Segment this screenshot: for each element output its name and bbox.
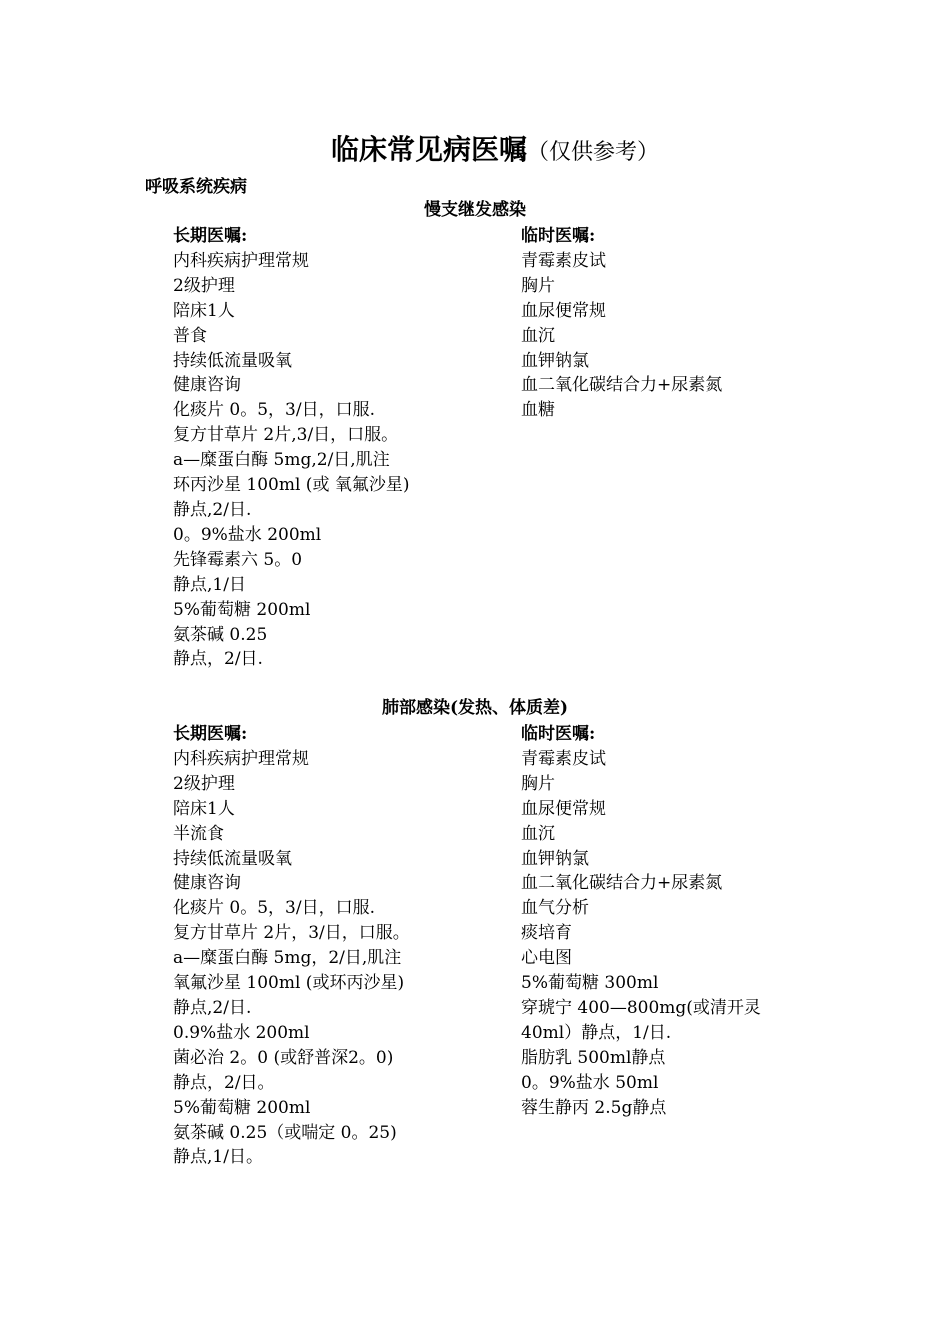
order-item: 复方甘草片 2片，3/日，口服。 [173, 923, 410, 944]
order-item: 5%葡萄糖 200ml [173, 599, 311, 620]
order-item: 5%葡萄糖 200ml [173, 1097, 311, 1118]
order-item: 5%葡萄糖 300ml [521, 973, 659, 994]
order-item: 内科疾病护理常规 [173, 748, 309, 769]
order-item: 静点，2/日. [173, 649, 263, 670]
order-item: 复方甘草片 2片,3/日，口服。 [173, 425, 399, 446]
order-item: 0。9%盐水 50ml [521, 1072, 659, 1093]
order-item: 半流食 [173, 823, 224, 844]
order-item: 血钾钠氯 [521, 848, 589, 869]
page-title-note: （仅供参考） [527, 140, 660, 165]
order-item: 血沉 [521, 823, 555, 844]
order-item: 静点,1/日 [173, 574, 246, 595]
temporary-heading: 临时医嘱: [521, 724, 596, 744]
order-item: 血尿便常规 [521, 300, 606, 321]
order-item: 痰培育 [521, 923, 572, 944]
order-item: 静点,2/日. [173, 499, 252, 520]
order-item: 血钾钠氯 [521, 350, 589, 371]
order-item: 化痰片 0。5，3/日，口服. [173, 400, 375, 421]
order-item: 持续低流量吸氧 [173, 350, 292, 371]
order-item: 氨茶碱 0.25（或喘定 0。25) [173, 1122, 397, 1143]
order-item: 陪床1人 [173, 300, 235, 321]
category-heading: 呼吸系统疾病 [145, 177, 247, 197]
order-item: 氨茶碱 0.25 [173, 624, 268, 645]
order-item: 血糖 [521, 400, 555, 421]
order-item: 青霉素皮试 [521, 250, 606, 271]
order-item: 健康咨询 [173, 873, 241, 894]
order-item: 2级护理 [173, 773, 235, 794]
temporary-orders [521, 224, 821, 423]
order-item: 内科疾病护理常规 [173, 250, 309, 271]
order-item: 菌必治 2。0 (或舒普深2。0) [173, 1047, 394, 1068]
order-item: 血气分析 [521, 898, 589, 919]
order-item: a—糜蛋白酶 5mg，2/日,肌注 [173, 948, 402, 969]
order-item: 陪床1人 [173, 798, 235, 819]
order-item: 胸片 [521, 773, 555, 794]
order-item: 环丙沙星 100ml (或 氧氟沙星) [173, 475, 410, 496]
long-term-heading: 长期医嘱: [173, 226, 248, 246]
long-term-orders [173, 224, 503, 672]
temporary-heading: 临时医嘱: [521, 226, 596, 246]
order-item: 血沉 [521, 325, 555, 346]
order-item: 血尿便常规 [521, 798, 606, 819]
order-item: 先锋霉素六 5。0 [173, 549, 303, 570]
order-item: 0.9%盐水 200ml [173, 1022, 310, 1043]
section-title: 肺部感染(发热、体质差) [381, 698, 569, 718]
order-item: 静点，2/日。 [173, 1072, 275, 1093]
order-item: 心电图 [521, 948, 572, 969]
order-item: 氧氟沙星 100ml (或环丙沙星) [173, 973, 405, 994]
temporary-orders [521, 722, 821, 1121]
section-title: 慢支继发感染 [424, 200, 526, 220]
order-item: 持续低流量吸氧 [173, 848, 292, 869]
order-item: a—糜蛋白酶 5mg,2/日,肌注 [173, 450, 390, 471]
order-item: 健康咨询 [173, 375, 241, 396]
page-title-main: 临床常见病医嘱 [330, 133, 527, 166]
order-item: 血二氧化碳结合力+尿素氮 [521, 375, 723, 396]
long-term-heading: 长期医嘱: [173, 724, 248, 744]
order-item: 静点,2/日. [173, 997, 252, 1018]
page-title [0, 128, 950, 175]
order-item: 2级护理 [173, 275, 235, 296]
order-item: 血二氧化碳结合力+尿素氮 [521, 873, 723, 894]
long-term-orders [173, 722, 503, 1170]
order-item: 0。9%盐水 200ml [173, 524, 322, 545]
order-item: 化痰片 0。5，3/日，口服. [173, 898, 375, 919]
order-item: 脂肪乳 500ml静点 [521, 1047, 666, 1068]
order-item: 青霉素皮试 [521, 748, 606, 769]
order-item: 静点,1/日。 [173, 1147, 263, 1168]
order-item: 穿琥宁 400—800mg(或清开灵 [521, 997, 761, 1018]
order-item: 40ml）静点，1/日. [521, 1022, 672, 1043]
order-item: 普食 [173, 325, 207, 346]
order-item: 胸片 [521, 275, 555, 296]
order-item: 蓉生静丙 2.5g静点 [521, 1097, 667, 1118]
